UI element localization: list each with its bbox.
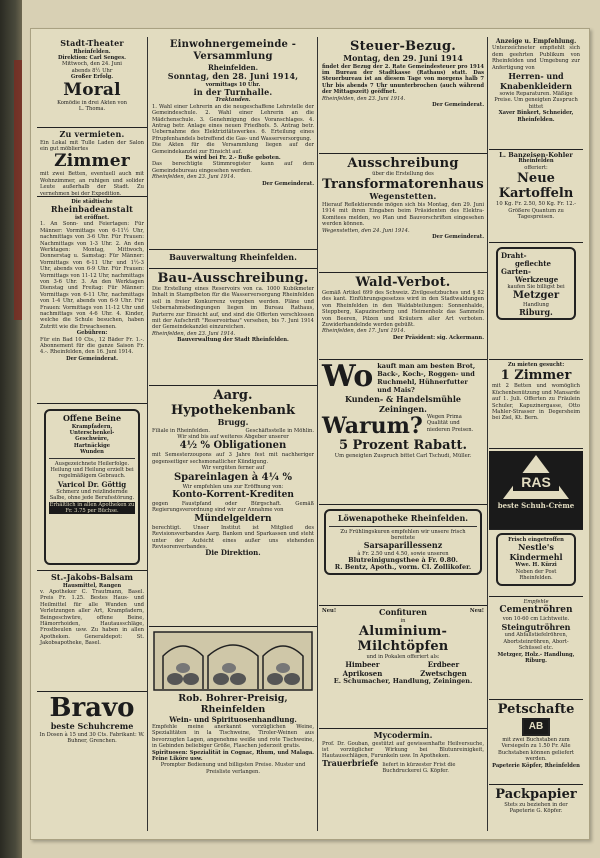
wine-cellar-illustration	[153, 631, 313, 691]
bauverwaltung-header: Bauverwaltung Rheinfelden.	[149, 250, 317, 269]
stadttheater-title: Stadt-Theater	[60, 38, 124, 48]
wo-headline: Wo	[322, 360, 374, 394]
wald-verbot-ad: Wald-Verbot. Gemäß Artikel 699 des Schweiz. Zivilgesetzbuches und § 82 des kant. Einführungsgesetzes wird in den Stadtwaldungen von Rheinfelden in den Waldabteilungen: Sonnenhalde, Steppberg, Kapuzinerberg und Heimenholz das Sammeln von Beeren, Pilzen und Kräutern aller Art verboten. Zuwiderhandelnde werden gebüßt. Rheinfelden, den 17. Juni 1914. Der Präsident: sig. Ackermann.	[319, 273, 487, 360]
ras-logo-text: RAS	[521, 474, 551, 490]
bravo-headline: Bravo	[49, 693, 135, 723]
draht-ad: Draht- geflechte Garten- Werkzeuge kaufen Sie billigst bei Metzger Handlung Riburg.	[489, 243, 583, 360]
binding-tab	[14, 60, 22, 320]
jakobs-balsam-ad: St.-Jakobs-Balsam Hausmittel, Rangen v. Apotheker C. Trautmann, Basel. Preis Fr. 1.25. Bestes Haus- und Heilmittel für alle Wunden und Verletzungen aller Art, Krampfadern, Beingeschwüre, offene Beine, Hämorrhoiden, Hautausschläge, Frostbeulen usw. Zu haben in allen Apotheken. Generaldepot: St. Jakobsapotheke, Basel.	[37, 571, 147, 692]
kartoffeln-ad: L. Banzeisen-Kohler Rheinfelden offeriert: Neue Kartoffeln 10 Kg. Fr. 2.50, 50 Kg. Fr. 12.- Größere Quantum zu Tagespreisen.	[489, 150, 583, 243]
column-2	[149, 37, 318, 831]
ab-monogram-icon: AB	[522, 718, 550, 736]
moral-headline: Moral	[63, 79, 121, 100]
newspaper-page	[30, 28, 590, 840]
hypothekenbank-ad: Aarg. Hypothekenbank Brugg. Filiale in Rheinfelden. Geschäftsstelle in Möhlin. Wir sind bis auf weiteres Abgeber unserer 4½ % Obligationen mit Semesterzoupons auf 3 Jahre fest mit nachheriger gegenseitiger sechsmonatlicher Kündigung. Wir vergüten ferner auf Spareinlagen à 4¼ % Wir empfehlen uns zur Eröffnung von: Konto-Korrent-Krediten gegen Faustpfand oder Bürgschaft. Gemäß Regierungsverordnung sind wir zur Annahme von Mündelgeldern berechtigt. Unser Institut ist Mitglied des Revisionsverbandes Aarg. Banken und Sparkassen und steht unter der Aufsicht eines außer uns stehenden Revisorenverbandes. Die Direktion.	[149, 386, 317, 627]
stadttheater-ad: Stadt-Theater Rheinfelden. Direktion: Carl Senges. Mittwoch, den 24. Juni abends 8½ Uhr Großer Erfolg. Moral Komödie in drei Akten von L. Thoma.	[37, 37, 147, 128]
handelsmuehle-ad: Wo kauft man am besten Brot, Back-, Koch-, Roggen- und Ruchmehl, Hühnerfutter und Mais? Kunden- & Handelsmühle Zeiningen. Warum? Wegen Prima Qualität und niederen Preisen. 5 Prozent Rabatt. Um geneigten Zuspruch bittet Carl Tschudi, Müller.	[319, 360, 487, 505]
column-1	[37, 37, 148, 831]
warum-headline: Warum?	[322, 413, 423, 439]
confituren-ad: Neu! Confituren Neu! in Aluminium-Milchtöpfen und in Pokalen offeriert als: Himbeer Erdbeer Aprikosen Zwetschgen E. Schumacher, Handlung, Zeiningen.	[319, 606, 487, 729]
petschafte-ad: Petschafte AB mit zwei Buchstaben zum Versiegeln zu 1.50 Fr. Alle Buchstaben können geliefert werden. Papeterie Köpfer, Rheinfelden	[489, 700, 583, 785]
offene-beine-ad: Offene Beine Krampfadern, Unterschenkel- Geschwüre, Hartnäckige Wunden Ausgezeichnete Heilerfolge. Heilung und Heilung erzielt bei regelmäßigem Gebrauch. Varicol Dr. Göttig Schmerz und reizlindernde Salbe, ohne jede Berufsstörung. Erhältlich in allen Apotheken zu Fr. 3.75 per Büchse.	[37, 404, 147, 571]
einwohner-versammlung-ad: Einwohnergemeinde - Versammlung Rheinfelden. Sonntag, den 28. Juni 1914, vormittags 10 Uhr. in der Turnhalle. Traktanden. 1. Wahl einer Lehrerin an die neugeschaffene Lehrstelle der Gemeindeschule. 2. Wahl einer Lehrerin an die Mädchenschule. 3. Genehmigung des Voranschlages. 4. Antrag betr. Anlage eines neuen Friedhofs. 5. Antrag betr. Uebernahme des Elektrizitätswerkes. 6. Erteilung eines Pfrupfenhandels betreffend die Gas- und Wasserversorgung. Die Akten für die Versammlung liegen auf der Gemeindekanzlei zur Einsicht auf. Es wird bei Fr. 2.- Buße geboten. Das berechtigte Stimmregister kann auf dem Gemeindebureau eingesehen werden. Rheinfelden, den 23. Juni 1914. Der Gemeinderat.	[149, 37, 317, 250]
ras-schuhcreme-ad: RAS beste Schuh-Crème	[489, 449, 583, 530]
column-3	[319, 37, 488, 831]
mycodermin-ad: Mycodermin. Prof. Dr. Gouban, gestützt auf gewissenhafte Heilversuche, ist vorzüglicher Wirkung bei Blutunreinigkeit, Hautausschlägen, Furunkeln usw. In Apotheken. Trauerbriefe liefert in kürzester Frist die Buchdruckerei G. Köpfer.	[322, 730, 484, 775]
bravo-ad: Bravo beste Schuhcreme In Dosen à 15 und 30 Cts. Fabrikant: W. Buhner, Grenchen.	[39, 693, 145, 744]
zimmer-gesucht-ad: Zu mieten gesucht: 1 Zimmer mit 2 Betten und womöglich Küchenbenützung und Mansarde auf 1. Juli. Offerten zu Fräulein Schuler, Kapuzinergasse, Otto Mahler-Strasser in Degersheim bei Ziel, Kt. Bern.	[489, 360, 583, 449]
steuer-bezug-ad: Steuer-Bezug. Montag, den 29. Juni 1914 findet der Bezug der 2. Rate Gemeindesteuer pro 1914 im Bureau der Stadtkasse (Rathaus) statt. Das Steuerbureau ist an diesem Tage von morgens halb 7 Uhr bis abends 7 Uhr ununterbrochen (auch während der Mittagszeit) geöffnet. Rheinfelden, den 23. Juni 1914. Der Gemeinderat.	[319, 37, 487, 154]
packpapier-ad: Packpapier Stets zu beziehen in der Papeterie G. Köpfer.	[495, 787, 577, 815]
vermieten-ad: Zu vermieten. Ein Lokal mit Tulle Laden der Salon ein gut möbliertes Zimmer mit zwei Betten, eventuell auch mit Wohnzimmer, an ruhigen und solider Leute außerhalb der Stadt. Zu vernehmen bei der Expedition.	[37, 128, 147, 197]
cementroehren-ad: Empfehle Cementröhren von 10-60 cm Lichtweite. Steingutröhren und Abfallstiefelröhren, Abortsteinröhren, Abort-Schüssel etc. Metzger, Holz.- Handlung, Riburg.	[489, 597, 583, 700]
loewenapotheke-ad: Löwenapotheke Rheinfelden. Zu Frühlingskuren empfehlen wir unsere frisch bereitete Sarsaparillessenz à Fr. 2.50 und 4.50, sowie unseren Blutreinigungsthee à Fr. 0.80. R. Bentz, Apoth., vorm. Cl. Zollikofer.	[319, 505, 487, 606]
transformatorenhaus-ad: Ausschreibung über die Erstellung des Transformatorenhaus Wegenstetten. Hierauf Reflektierende mögen sich bis Montag, den 29. Juni 1914 mit ihren Eingaben beim Präsidenten des Elektra-Komitees melden, wo Plan und Bauvorschriften eingesehen werden können. Wegenstetten, den 24. Juni 1914. Der Gemeinderat.	[319, 154, 487, 273]
column-4	[489, 37, 583, 831]
bau-ausschreibung-ad: Bau-Ausschreibung. Die Erstellung eines Reservoirs von ca. 1000 Kubikmeter Inhalt in Stampfbeton für die Wasserversorgung Rheinfelden soll in freier Konkurrenz vergeben werden. Pläne und Uebernahmsbedingungen liegen im Bureau Rathaus, Parterre zur Einsicht auf, und sind die Offerten verschlossen mit der Aufschrift "Reservoirbau" versehen, bis 7. Juni 1914 der Gemeindekanzlei einzureichen. Rheinfelden, den 23. Juni 1914. Bauverwaltung der Stadt Rheinfelden.	[149, 269, 317, 386]
rheinbad-ad: Die städtische Rheinbadeanstalt ist eröffnet. 1. An Sonn- und Feiertagen: Für Männer: Vormittags von 6-11½ Uhr, nachmittags von 3-6 Uhr. Für Frauen: Nachmittags von 1-3 Uhr. 2. An den Werktagen: Montag, Mittwoch, Donnerstag u. Samstag: Für Männer: Vormittags von 6-11 Uhr und 1½-3 Uhr, abends von 6-9 Uhr. Für Frauen: Vormittags von 11-12 Uhr, nachmittags von 3-6 Uhr. 3. An den Werktagen Dienstag und Freitag: Für Männer: Vormittags von 6-11 Uhr, nachmittags von 1-4 Uhr, abends von 6-9 Uhr. Für Frauen: Vormittags von 11-12 Uhr und nachmittags von 4-6 Uhr. 4. Kinder, welche die Schule besuchen, haben Zutritt wie die Erwachsenen. Gebühren: Für ein Bad 10 Cts., 12 Bäder Fr. 1.-. Abonnement für die ganze Saison Fr. 4.-. Rheinfelden, den 16. Juni 1914. Der Gemeinderat.	[37, 197, 147, 404]
herrenkleider-ad: Anzeige u. Empfehlung. Unterzeichneter empfiehlt sich dem geehrten Publikum von Rheinfelden und Umgebung zur Anfertigung von Herren- und Knabenkleidern sowie Reparaturen. Mäßige Preise. Um geneigten Zuspruch bittet Xaver Binkert, Schneider, Rheinfelden.	[489, 37, 583, 150]
ras-logo-icon	[501, 451, 571, 501]
nestle-ad: Frisch eingetroffen Nestle's Kindermehl Wwe. H. Kürzi Neben der Post Rheinfelden.	[489, 530, 583, 597]
bohrer-preisig-ad: Rob. Bohrer-Preisig, Rheinfelden Wein- und Spirituosenhandlung. Empfehle meine anerkannt vorzüglichen Weine, Spezialitäten in la Tischweine, Tiroler-Weinen aus bevorzugten Lagen, angenehme weiße und rote Tischweine, in Gebinden beliebiger Größe, Flaschen jederzeit gratis. Spirituosen: Spezialität in Cognac, Rhum, und Malaga. Feine Liköre usw. Prompter Bedienung und billigsten Preise. Muster und Preisliste verlangen.	[149, 627, 317, 831]
